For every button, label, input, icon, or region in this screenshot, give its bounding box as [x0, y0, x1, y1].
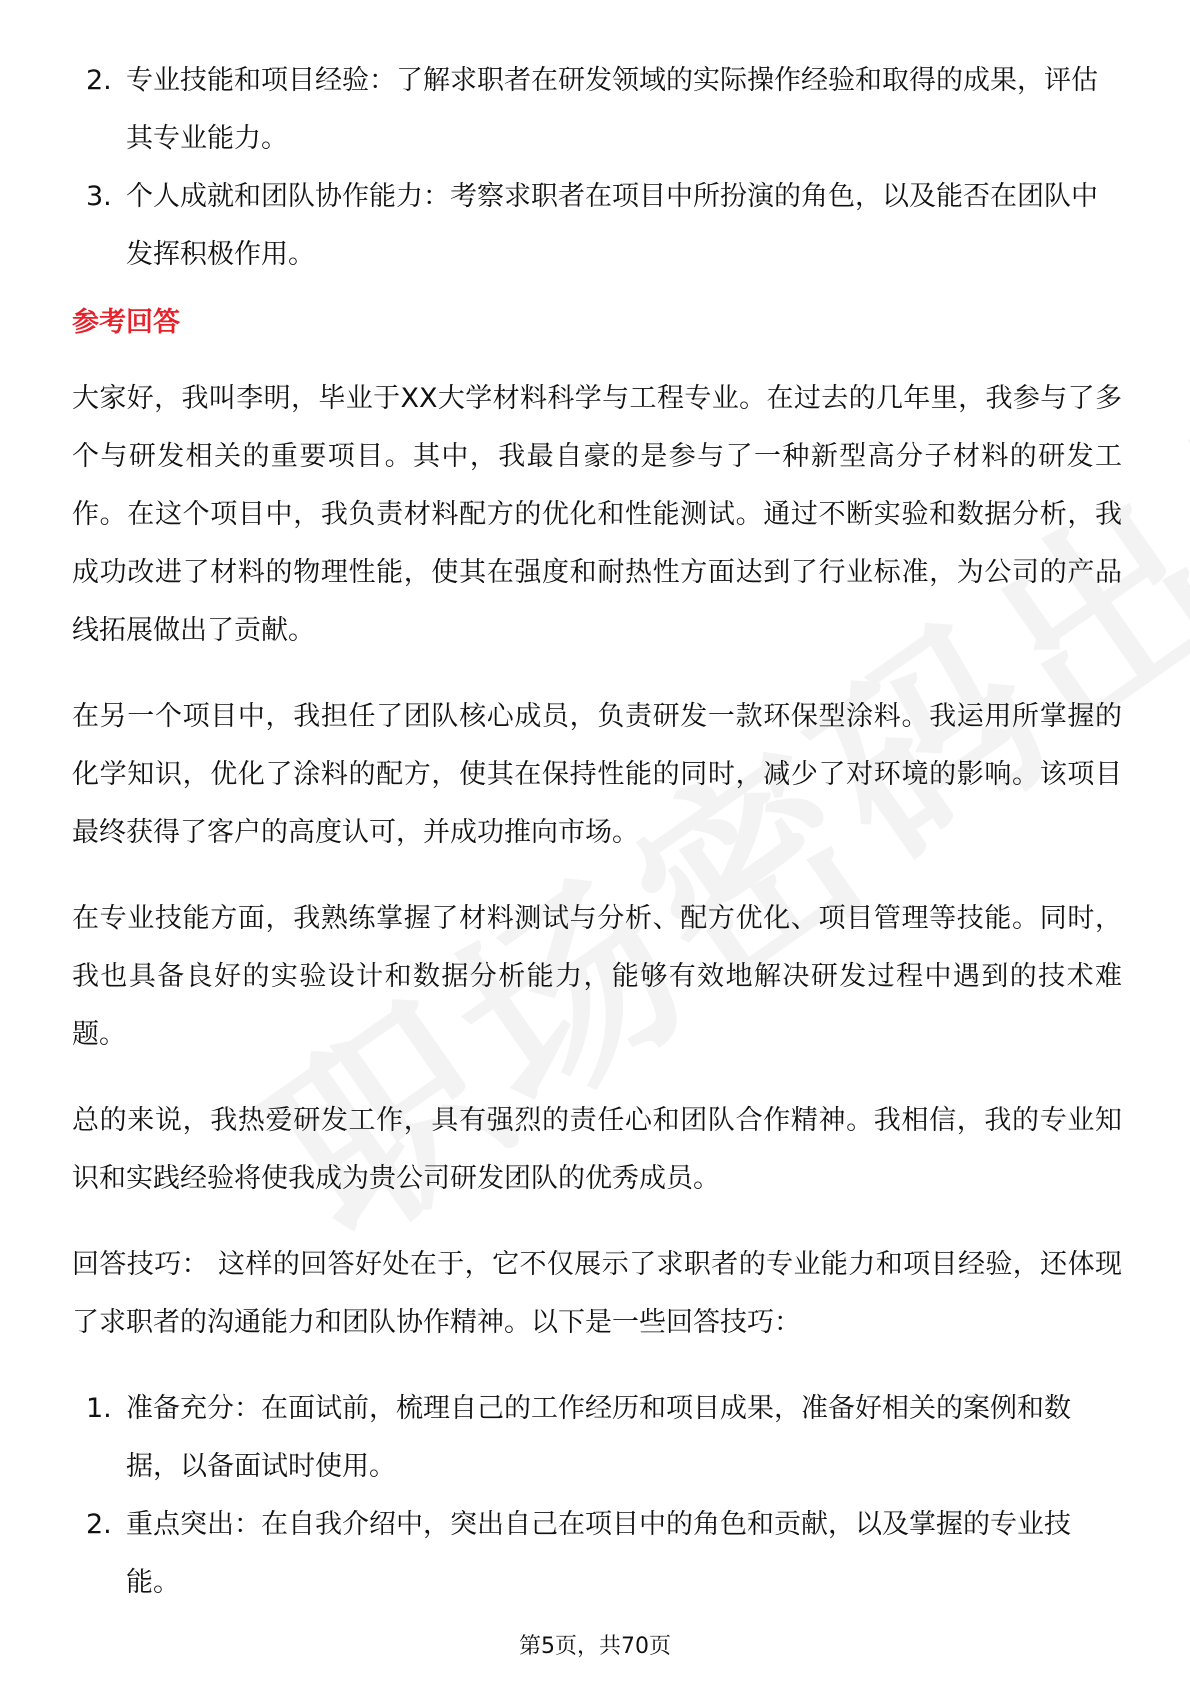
- list-number: 2.: [86, 1509, 112, 1540]
- list-text: 重点突出：在自我介绍中，突出自己在项目中的角色和贡献，以及掌握的专业技能。: [126, 1509, 1071, 1598]
- tips-list: [72, 1380, 1122, 1612]
- list-text: 个人成就和团队协作能力：考察求职者在项目中所扮演的角色，以及能否在团队中发挥积极作用。: [126, 181, 1098, 270]
- list-item: [72, 1496, 1122, 1612]
- page-footer: 第5页，共70页: [519, 1634, 671, 1659]
- list-number: 2.: [86, 65, 112, 96]
- paragraph: 总的来说，我热爱研发工作，具有强烈的责任心和团队合作精神。我相信，我的专业知识和实践经验将使我成为贵公司研发团队的优秀成员。: [72, 1105, 1122, 1194]
- paragraph: 在专业技能方面，我熟练掌握了材料测试与分析、配方优化、项目管理等技能。同时，我也具备良好的实验设计和数据分析能力，能够有效地解决研发过程中遇到的技术难题。: [72, 903, 1122, 1050]
- list-text: 专业技能和项目经验：了解求职者在研发领域的实际操作经验和取得的成果，评估其专业能力。: [126, 65, 1098, 154]
- section-heading: 参考回答: [72, 307, 180, 338]
- list-item: [72, 52, 1122, 168]
- list-number: 3.: [86, 181, 112, 212]
- paragraph: 在另一个项目中，我担任了团队核心成员，负责研发一款环保型涂料。我运用所掌握的化学知识，优化了涂料的配方，使其在保持性能的同时，减少了对环境的影响。该项目最终获得了客户的高度认可，并成功推向市场。: [72, 701, 1122, 848]
- list-text: 准备充分：在面试前，梳理自己的工作经历和项目成果，准备好相关的案例和数据，以备面试时使用。: [126, 1393, 1071, 1482]
- list-item: [72, 1380, 1122, 1496]
- document-body: [72, 52, 1122, 1612]
- list-item: [72, 168, 1122, 284]
- paragraph: 大家好，我叫李明，毕业于XX大学材料科学与工程专业。在过去的几年里，我参与了多个与研发相关的重要项目。其中，我最自豪的是参与了一种新型高分子材料的研发工作。在这个项目中，我负责材料配方的优化和性能测试。通过不断实验和数据分析，我成功改进了材料的物理性能，使其在强度和耐热性方面达到了行业标准，为公司的产品线拓展做出了贡献。: [72, 383, 1122, 646]
- paragraph: 回答技巧： 这样的回答好处在于，它不仅展示了求职者的专业能力和项目经验，还体现了求职者的沟通能力和团队协作精神。以下是一些回答技巧：: [72, 1249, 1122, 1338]
- list-number: 1.: [86, 1393, 112, 1424]
- criteria-list: [72, 52, 1122, 284]
